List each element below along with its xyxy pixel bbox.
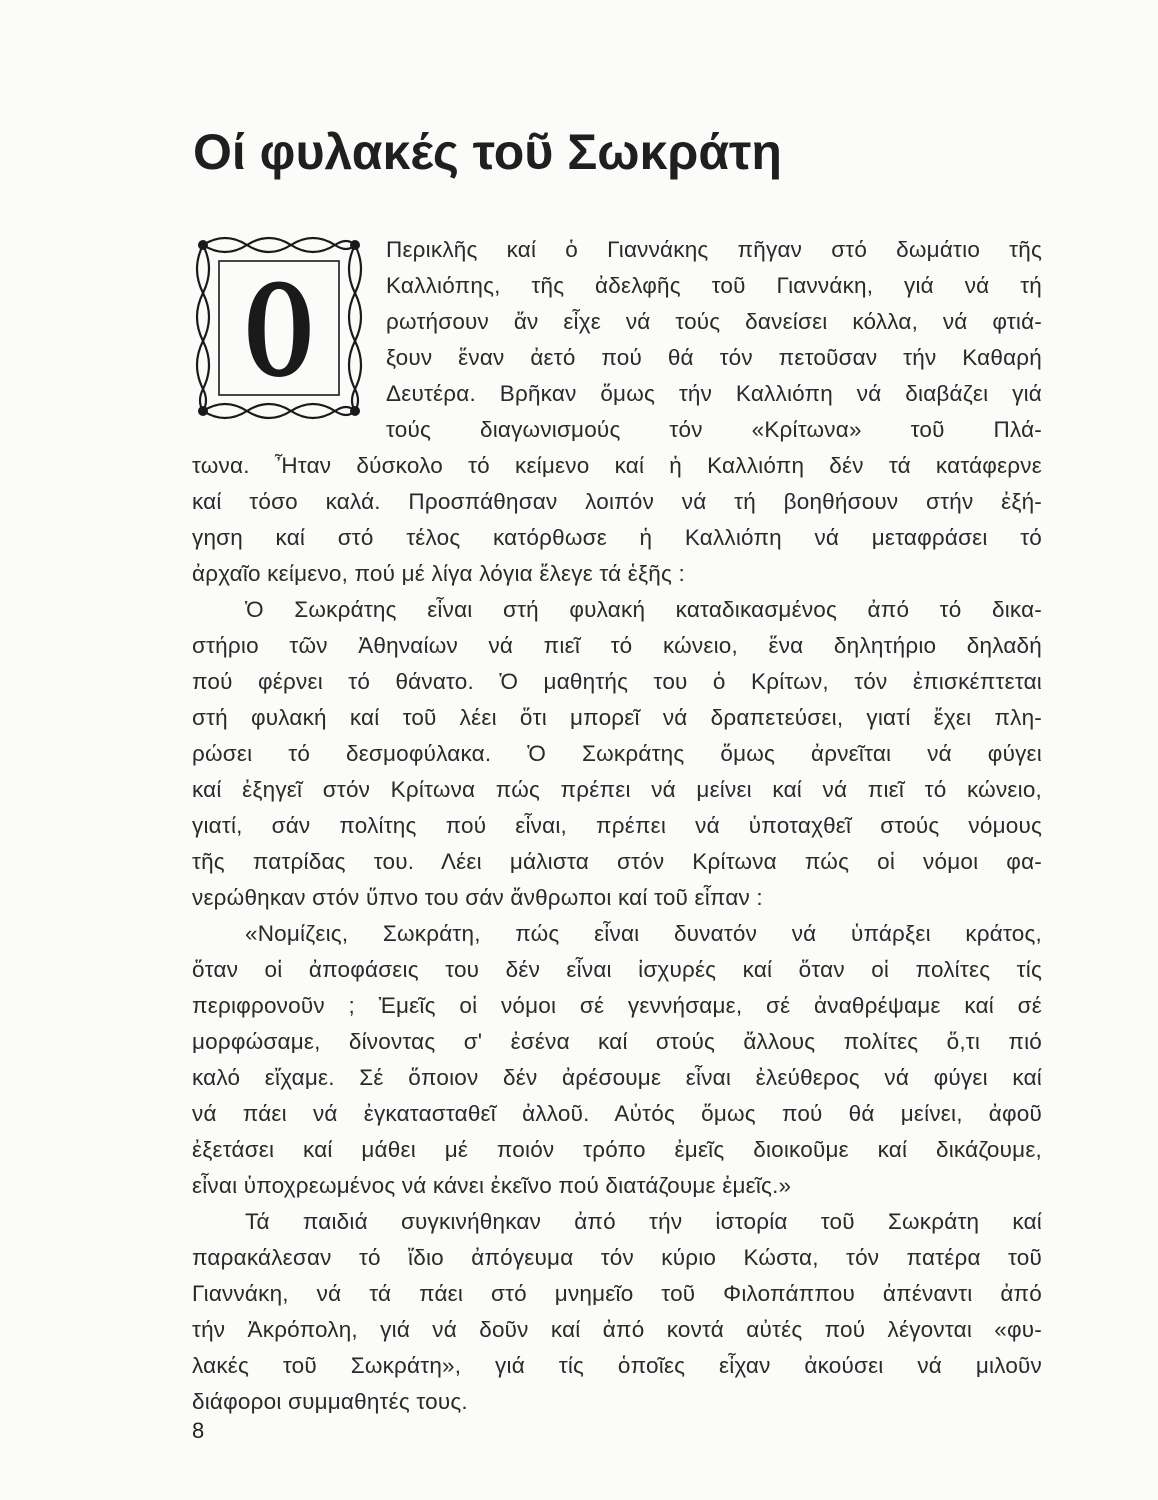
text-line: παρακάλεσαν τό ἴδιο ἀπόγευμα τόν κύριο Κώστα, τόν πατέρα τοῦ <box>192 1245 1042 1270</box>
text-line: Γιαννάκη, νά τά πάει στό μνημεῖο τοῦ Φιλοπάππου ἀπέναντι ἀπό <box>192 1281 1042 1306</box>
text-line: γιατί, σάν πολίτης πού εἶναι, πρέπει νά ὑποταχθεῖ στούς νόμους <box>192 813 1042 838</box>
text-line: ρωτήσουν ἄν εἶχε νά τούς δανείσει κόλλα, νά φτιά- <box>386 309 1042 334</box>
text-line: καί τόσο καλά. Προσπάθησαν λοιπόν νά τή βοηθήσουν στήν ἐξή- <box>192 489 1042 514</box>
text-line: τῆς πατρίδας του. Λέει μάλιστα στόν Κρίτωνα πώς οἱ νόμοι φα- <box>192 849 1042 874</box>
drop-cap <box>193 233 365 423</box>
text-line: Καλλιόπης, τῆς ἀδελφῆς τοῦ Γιαννάκη, γιά νά τή <box>386 273 1042 298</box>
chapter-title: Οί φυλακές τοῦ Σωκράτη <box>193 124 782 180</box>
text-line: νά πάει νά ἐγκατασταθεῖ ἀλλοῦ. Αὐτός ὅμως πού θά μείνει, ἀφοῦ <box>192 1101 1042 1126</box>
text-line: γηση καί στό τέλος κατόρθωσε ἡ Καλλιόπη νά μεταφράσει τό <box>192 525 1042 550</box>
page-number: 8 <box>192 1418 205 1443</box>
text-line: νερώθηκαν στόν ὕπνο του σάν ἄνθρωποι καί τοῦ εἶπαν : <box>192 885 763 910</box>
text-line: Περικλῆς καί ὁ Γιαννάκης πῆγαν στό δωμάτιο τῆς <box>386 237 1042 262</box>
text-line: Τά παιδιά συγκινήθηκαν ἀπό τήν ἱστορία τοῦ Σωκράτη καί <box>245 1209 1042 1234</box>
text-line: Δευτέρα. Βρῆκαν ὅμως τήν Καλλιόπη νά διαβάζει γιά <box>386 381 1042 406</box>
text-line: στή φυλακή καί τοῦ λέει ὅτι μπορεῖ νά δραπετεύσει, γιατί ἔχει πλη- <box>192 705 1042 730</box>
text-line: ἐξετάσει καί μάθει μέ ποιόν τρόπο ἐμεῖς διοικοῦμε καί δικάζουμε, <box>192 1137 1042 1162</box>
text-line: καλό εἴχαμε. Σέ ὅποιον δέν ἀρέσουμε εἶναι ἐλεύθερος νά φύγει καί <box>192 1065 1042 1090</box>
text-line: «Νομίζεις, Σωκράτη, πώς εἶναι δυνατόν νά ὑπάρξει κράτος, <box>245 921 1042 946</box>
text-line: εἶναι ὑποχρεωμένος νά κάνει ἐκεῖνο πού διατάζουμε ἐμεῖς.» <box>192 1173 792 1198</box>
text-line: περιφρονοῦν ; Ἐμεῖς οἱ νόμοι σέ γεννήσαμε, σέ ἀναθρέψαμε καί σέ <box>192 993 1042 1018</box>
text-line: πού φέρνει τό θάνατο. Ὁ μαθητής του ὁ Κρίτων, τόν ἐπισκέπτεται <box>192 669 1042 694</box>
text-line: μορφώσαμε, δίνοντας σ' ἐσένα καί στούς ἄλλους πολίτες ὅ,τι πιό <box>192 1029 1042 1054</box>
text-line: ρώσει τό δεσμοφύλακα. Ὁ Σωκράτης ὅμως ἀρνεῖται νά φύγει <box>192 741 1042 766</box>
text-line: λακές τοῦ Σωκράτη», γιά τίς ὁποῖες εἶχαν ἀκούσει νά μιλοῦν <box>192 1353 1042 1378</box>
drop-cap-letter: Ο <box>244 257 314 405</box>
text-line: Ὁ Σωκράτης εἶναι στή φυλακή καταδικασμένος ἀπό τό δικα- <box>245 597 1042 622</box>
text-line: ὅταν οἱ ἀποφάσεις του δέν εἶναι ἰσχυρές καί ὅταν οἱ πολίτες τίς <box>192 957 1042 982</box>
text-line: στήριο τῶν Ἀθηναίων νά πιεῖ τό κώνειο, ἕνα δηλητήριο δηλαδή <box>192 633 1042 658</box>
text-line: τούς διαγωνισμούς τόν «Κρίτωνα» τοῦ Πλά- <box>386 417 1042 442</box>
text-line: ξουν ἕναν ἀετό πού θά τόν πετοῦσαν τήν Καθαρή <box>386 345 1042 370</box>
text-line: καί ἐξηγεῖ στόν Κρίτωνα πώς πρέπει νά μείνει καί νά πιεῖ τό κώνειο, <box>192 777 1042 802</box>
text-line: τωνα. Ἦταν δύσκολο τό κείμενο καί ἡ Καλλιόπη δέν τά κατάφερνε <box>192 453 1042 478</box>
text-line: ἀρχαῖο κείμενο, πού μέ λίγα λόγια ἔλεγε τά ἑξῆς : <box>192 561 685 586</box>
text-line: τήν Ἀκρόπολη, γιά νά δοῦν καί ἀπό κοντά αὐτές πού λέγονται «φυ- <box>192 1317 1042 1342</box>
text-line: διάφοροι συμμαθητές τους. <box>192 1389 468 1414</box>
